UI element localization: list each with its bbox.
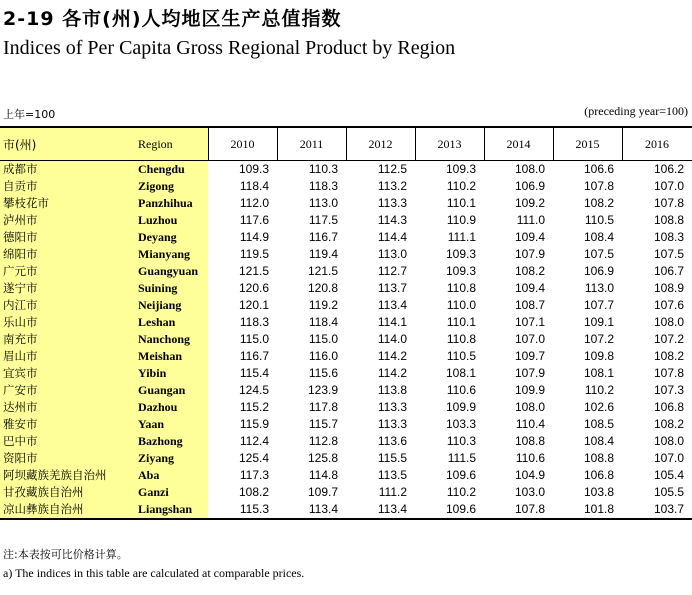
value-cell: 110.9: [446, 213, 476, 227]
value-cell: 113.6: [377, 434, 407, 448]
value-cell: 107.8: [583, 179, 614, 193]
value-cell: 109.6: [445, 468, 476, 482]
unit-note-cn: 上年=100: [3, 108, 56, 121]
value-cell: 115.4: [239, 366, 269, 380]
value-cell: 120.1: [238, 298, 269, 312]
value-cell: 110.1: [446, 196, 476, 210]
region-cn-cell: 宜宾市: [0, 365, 133, 382]
value-cell: 107.9: [514, 366, 545, 380]
value-cell: 110.2: [446, 179, 476, 193]
value-cell: 109.7: [307, 485, 338, 499]
value-cell: 113.4: [346, 501, 415, 519]
table-row: [0, 212, 692, 229]
region-cn-cell: 德阳市: [0, 229, 133, 246]
table-row: [0, 382, 692, 399]
region-en-cell: Ganzi: [133, 484, 208, 501]
value-cell: 110.0: [446, 298, 476, 312]
value-cell: 107.8: [653, 366, 684, 380]
value-cell: 114.3: [377, 213, 407, 227]
region-en-cell: Zigong: [133, 178, 208, 195]
region-cn-cell: 广安市: [0, 382, 133, 399]
value-cell: 110.8: [446, 281, 476, 295]
header-region-cn: 市(州): [0, 127, 133, 161]
region-cn-cell: 凉山彝族自治州: [0, 501, 133, 519]
value-cell: 121.5: [307, 264, 338, 278]
value-cell: 113.7: [377, 281, 407, 295]
value-cell: 109.8: [583, 349, 614, 363]
value-cell: 107.0: [653, 179, 684, 193]
value-cell: 120.8: [307, 281, 338, 295]
value-cell: 106.9: [514, 179, 545, 193]
header-year: 2016: [622, 127, 692, 161]
value-cell: 108.2: [238, 485, 269, 499]
region-en-cell: Liangshan: [133, 501, 208, 519]
value-cell: 109.3: [445, 162, 476, 176]
value-cell: 108.0: [514, 162, 545, 176]
header-year: 2012: [346, 127, 415, 161]
value-cell: 116.0: [308, 349, 338, 363]
unit-note-en: (preceding year=100): [584, 104, 688, 118]
region-en-cell: Bazhong: [133, 433, 208, 450]
value-cell: 111.1: [447, 230, 476, 244]
value-cell: 115.5: [377, 451, 407, 465]
table-row: [0, 501, 692, 519]
region-en-cell: Panzhihua: [133, 195, 208, 212]
value-cell: 108.8: [653, 213, 684, 227]
value-cell: 114.2: [377, 349, 407, 363]
value-cell: 106.8: [583, 468, 614, 482]
region-cn-cell: 眉山市: [0, 348, 133, 365]
value-cell: 110.5: [446, 349, 476, 363]
value-cell: 107.5: [583, 247, 614, 261]
value-cell: 110.6: [446, 383, 476, 397]
value-cell: 114.9: [239, 230, 269, 244]
value-cell: 123.9: [307, 383, 338, 397]
value-cell: 110.1: [446, 315, 476, 329]
value-cell: 106.6: [583, 162, 614, 176]
value-cell: 107.8: [484, 501, 553, 519]
value-cell: 110.6: [515, 451, 545, 465]
region-cn-cell: 甘孜藏族自治州: [0, 484, 133, 501]
value-cell: 105.5: [653, 485, 684, 499]
value-cell: 110.3: [446, 434, 476, 448]
value-cell: 108.2: [583, 196, 614, 210]
value-cell: 109.7: [514, 349, 545, 363]
value-cell: 116.7: [239, 349, 269, 363]
value-cell: 107.0: [514, 332, 545, 346]
region-en-cell: Yibin: [133, 365, 208, 382]
value-cell: 110.4: [515, 417, 545, 431]
value-cell: 109.4: [514, 230, 545, 244]
region-en-cell: Guangan: [133, 382, 208, 399]
header-year: 2014: [484, 127, 553, 161]
table-row: [0, 195, 692, 212]
value-cell: 109.1: [583, 315, 614, 329]
value-cell: 112.0: [239, 196, 269, 210]
value-cell: 110.8: [446, 332, 476, 346]
value-cell: 105.4: [653, 468, 684, 482]
value-cell: 119.2: [308, 298, 338, 312]
region-cn-cell: 遂宁市: [0, 280, 133, 297]
region-en-cell: Guangyuan: [133, 263, 208, 280]
page-title-cn: 2-19 各市(州)人均地区生产总值指数: [3, 8, 342, 30]
table-header-row: [0, 127, 692, 161]
value-cell: 107.3: [653, 383, 684, 397]
footnote-en: a) The indices in this table are calculated at comparable prices.: [3, 566, 305, 580]
region-cn-cell: 广元市: [0, 263, 133, 280]
value-cell: 114.4: [377, 230, 407, 244]
value-cell: 110.2: [446, 485, 476, 499]
region-cn-cell: 阿坝藏族羌族自治州: [0, 467, 133, 484]
value-cell: 115.0: [239, 332, 269, 346]
value-cell: 115.7: [308, 417, 338, 431]
value-cell: 111.2: [378, 485, 407, 499]
value-cell: 108.1: [583, 366, 614, 380]
region-cn-cell: 巴中市: [0, 433, 133, 450]
value-cell: 108.8: [514, 434, 545, 448]
header-year: 2015: [553, 127, 622, 161]
region-en-cell: Mianyang: [133, 246, 208, 263]
value-cell: 108.0: [653, 434, 684, 448]
value-cell: 115.0: [308, 332, 338, 346]
region-cn-cell: 雅安市: [0, 416, 133, 433]
value-cell: 118.3: [239, 315, 269, 329]
value-cell: 108.0: [514, 400, 545, 414]
value-cell: 112.8: [308, 434, 338, 448]
value-cell: 106.2: [653, 162, 684, 176]
region-en-cell: Nanchong: [133, 331, 208, 348]
header-region-en: Region: [133, 127, 208, 161]
region-cn-cell: 绵阳市: [0, 246, 133, 263]
value-cell: 108.3: [653, 230, 684, 244]
value-cell: 108.4: [583, 434, 614, 448]
value-cell: 114.0: [377, 332, 407, 346]
table-row: [0, 399, 692, 416]
value-cell: 113.3: [377, 400, 407, 414]
value-cell: 124.5: [238, 383, 269, 397]
value-cell: 113.2: [377, 179, 407, 193]
value-cell: 107.1: [514, 315, 545, 329]
value-cell: 109.3: [445, 264, 476, 278]
region-en-cell: Meishan: [133, 348, 208, 365]
region-en-cell: Yaan: [133, 416, 208, 433]
value-cell: 112.4: [239, 434, 269, 448]
value-cell: 113.4: [277, 501, 346, 519]
table-row: [0, 229, 692, 246]
value-cell: 125.4: [238, 451, 269, 465]
value-cell: 107.2: [653, 332, 684, 346]
region-cn-cell: 南充市: [0, 331, 133, 348]
value-cell: 113.8: [377, 383, 407, 397]
value-cell: 106.9: [583, 264, 614, 278]
value-cell: 108.4: [583, 230, 614, 244]
value-cell: 108.2: [653, 417, 684, 431]
header-year: 2010: [208, 127, 277, 161]
value-cell: 106.7: [653, 264, 684, 278]
region-en-cell: Luzhou: [133, 212, 208, 229]
region-en-cell: Suining: [133, 280, 208, 297]
value-cell: 121.5: [238, 264, 269, 278]
value-cell: 103.8: [583, 485, 614, 499]
value-cell: 119.4: [308, 247, 338, 261]
value-cell: 111.5: [447, 451, 476, 465]
value-cell: 110.2: [584, 383, 614, 397]
value-cell: 113.0: [308, 196, 338, 210]
value-cell: 109.3: [445, 247, 476, 261]
value-cell: 103.0: [514, 485, 545, 499]
region-en-cell: Leshan: [133, 314, 208, 331]
value-cell: 101.8: [553, 501, 622, 519]
value-cell: 117.6: [239, 213, 269, 227]
value-cell: 109.3: [238, 162, 269, 176]
value-cell: 107.7: [583, 298, 614, 312]
region-cn-cell: 乐山市: [0, 314, 133, 331]
value-cell: 104.9: [514, 468, 545, 482]
header-year: 2011: [277, 127, 346, 161]
page-title-en: Indices of Per Capita Gross Regional Product by Region: [3, 37, 456, 59]
value-cell: 113.0: [584, 281, 614, 295]
value-cell: 117.3: [239, 468, 269, 482]
table-row: [0, 433, 692, 450]
value-cell: 113.3: [377, 417, 407, 431]
value-cell: 108.1: [445, 366, 476, 380]
region-cn-cell: 泸州市: [0, 212, 133, 229]
value-cell: 110.3: [308, 162, 338, 176]
value-cell: 115.2: [239, 400, 269, 414]
region-en-cell: Deyang: [133, 229, 208, 246]
region-en-cell: Neijiang: [133, 297, 208, 314]
value-cell: 116.7: [308, 230, 338, 244]
region-en-cell: Dazhou: [133, 399, 208, 416]
value-cell: 118.4: [239, 179, 269, 193]
value-cell: 119.5: [239, 247, 269, 261]
value-cell: 108.0: [653, 315, 684, 329]
table-row: [0, 416, 692, 433]
value-cell: 108.7: [514, 298, 545, 312]
table-row: [0, 263, 692, 280]
region-cn-cell: 达州市: [0, 399, 133, 416]
value-cell: 107.2: [583, 332, 614, 346]
value-cell: 117.5: [308, 213, 338, 227]
value-cell: 107.0: [653, 451, 684, 465]
table-row: [0, 450, 692, 467]
value-cell: 113.5: [377, 468, 407, 482]
table-row: [0, 314, 692, 331]
region-cn-cell: 成都市: [0, 161, 133, 179]
table-row: [0, 178, 692, 195]
value-cell: 103.7: [622, 501, 692, 519]
region-cn-cell: 攀枝花市: [0, 195, 133, 212]
value-cell: 114.2: [377, 366, 407, 380]
value-cell: 117.8: [308, 400, 338, 414]
value-cell: 107.8: [653, 196, 684, 210]
table-row: [0, 246, 692, 263]
table-row: [0, 331, 692, 348]
value-cell: 115.9: [239, 417, 269, 431]
table-row: [0, 348, 692, 365]
region-cn-cell: 自贡市: [0, 178, 133, 195]
value-cell: 107.5: [653, 247, 684, 261]
value-cell: 109.6: [415, 501, 484, 519]
value-cell: 115.3: [208, 501, 277, 519]
footnote-cn: 注:本表按可比价格计算。: [3, 548, 128, 561]
value-cell: 112.7: [377, 264, 407, 278]
header-year: 2013: [415, 127, 484, 161]
value-cell: 111.0: [516, 213, 545, 227]
value-cell: 109.9: [514, 383, 545, 397]
value-cell: 114.8: [308, 468, 338, 482]
value-cell: 125.8: [307, 451, 338, 465]
value-cell: 114.1: [377, 315, 407, 329]
value-cell: 108.2: [514, 264, 545, 278]
table-row: [0, 365, 692, 382]
value-cell: 115.6: [308, 366, 338, 380]
value-cell: 102.6: [583, 400, 614, 414]
value-cell: 120.6: [238, 281, 269, 295]
region-cn-cell: 资阳市: [0, 450, 133, 467]
table-row: [0, 161, 692, 179]
value-cell: 113.0: [377, 247, 407, 261]
value-cell: 108.2: [653, 349, 684, 363]
value-cell: 107.9: [514, 247, 545, 261]
value-cell: 108.5: [583, 417, 614, 431]
value-cell: 112.5: [377, 162, 407, 176]
indices-table: [0, 126, 692, 520]
value-cell: 109.2: [514, 196, 545, 210]
table-row: [0, 467, 692, 484]
table-row: [0, 297, 692, 314]
region-en-cell: Chengdu: [133, 161, 208, 179]
table-body: [0, 161, 692, 520]
value-cell: 118.4: [308, 315, 338, 329]
value-cell: 107.6: [653, 298, 684, 312]
value-cell: 118.3: [308, 179, 338, 193]
value-cell: 108.8: [583, 451, 614, 465]
value-cell: 110.5: [584, 213, 614, 227]
region-cn-cell: 内江市: [0, 297, 133, 314]
value-cell: 108.9: [653, 281, 684, 295]
table-row: [0, 484, 692, 501]
value-cell: 109.4: [514, 281, 545, 295]
value-cell: 113.4: [377, 298, 407, 312]
value-cell: 113.3: [377, 196, 407, 210]
value-cell: 109.9: [445, 400, 476, 414]
value-cell: 103.3: [445, 417, 476, 431]
value-cell: 106.8: [653, 400, 684, 414]
region-en-cell: Aba: [133, 467, 208, 484]
region-en-cell: Ziyang: [133, 450, 208, 467]
table-row: [0, 280, 692, 297]
